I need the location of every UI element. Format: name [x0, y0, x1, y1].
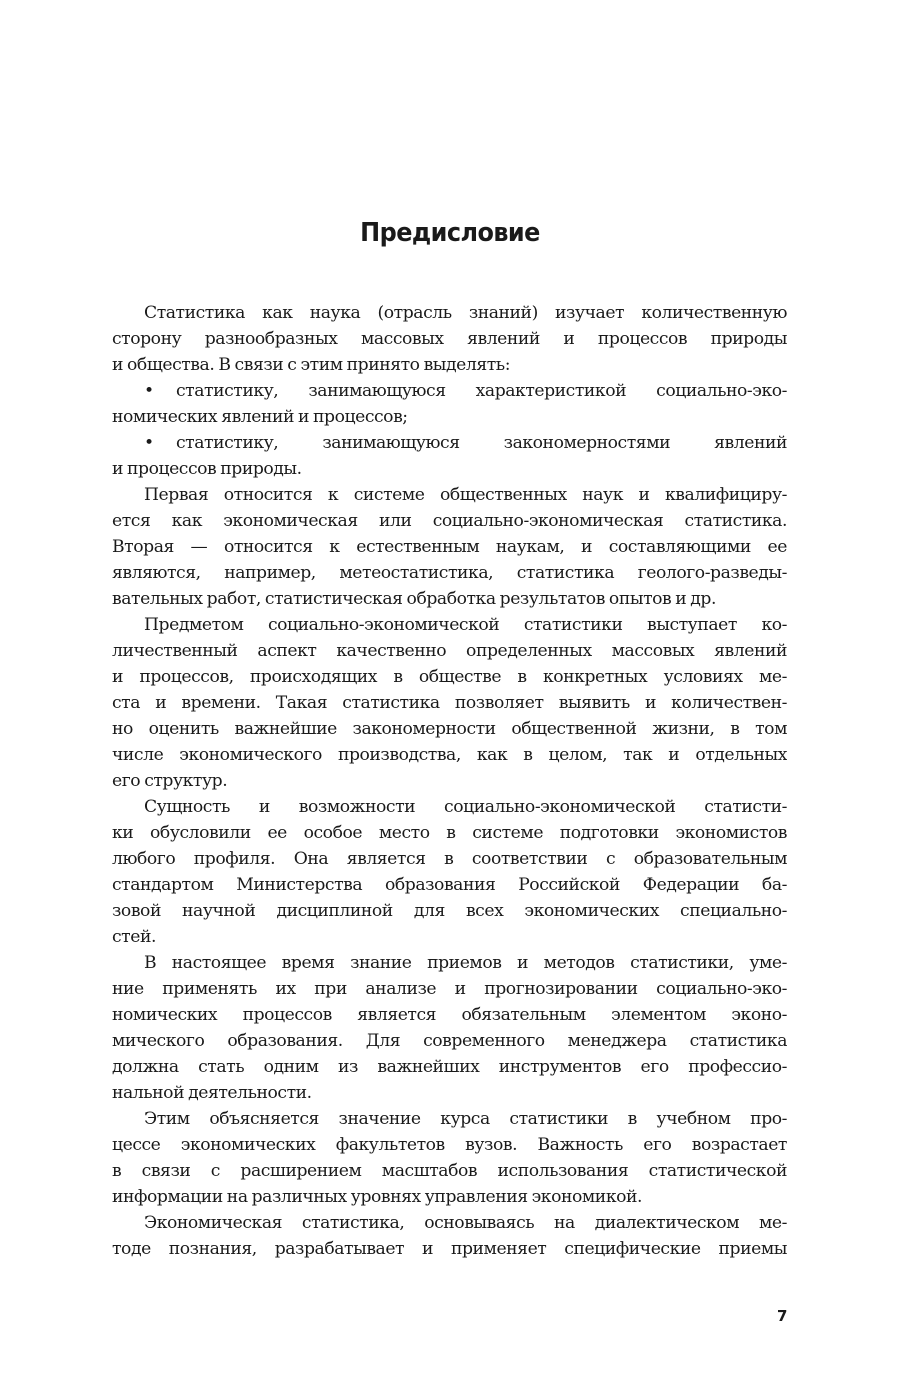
bullet-item	[112, 378, 787, 404]
text-line: Предметом социально-экономической статистики выступает ко-	[144, 615, 787, 635]
bullet-text: статистику, занимающуюся закономерностями явлений	[176, 433, 787, 453]
text-line: вательных работ, статистическая обработка результатов опытов и др.	[112, 589, 716, 609]
text-line: и общества. В связи с этим принято выделять:	[112, 355, 511, 375]
text-line: но оценить важнейшие закономерности общественной жизни, в том	[112, 719, 787, 739]
text-line: Экономическая статистика, основываясь на диалектическом ме-	[144, 1213, 787, 1233]
text-line: ние применять их при анализе и прогнозировании социально-эко-	[112, 979, 787, 999]
text-line: сторону разнообразных массовых явлений и процессов природы	[112, 329, 787, 349]
text-line: любого профиля. Она является в соответствии с образовательным	[112, 849, 787, 869]
chapter-title: Предисловие	[360, 218, 540, 248]
text-line: ста и времени. Такая статистика позволяет выявить и количествен-	[112, 693, 787, 713]
bullet-text: статистику, занимающуюся характеристикой социально-эко-	[176, 381, 787, 401]
text-line: тоде познания, разрабатывает и применяет специфические приемы	[112, 1239, 787, 1259]
text-line: Сущность и возможности социально-экономической статисти-	[144, 797, 787, 817]
text-line: номических явлений и процессов;	[112, 407, 408, 427]
text-line: ется как экономическая или социально-экономическая статистика.	[112, 511, 787, 531]
text-line: В настоящее время знание приемов и методов статистики, уме-	[144, 953, 787, 973]
text-line: нальной деятельности.	[112, 1083, 312, 1103]
text-line: Статистика как наука (отрасль знаний) изучает количественную	[144, 303, 787, 323]
bullet-item	[112, 430, 787, 456]
text-line: его структур.	[112, 771, 228, 791]
text-line: должна стать одним из важнейших инструментов его профессио-	[112, 1057, 787, 1077]
text-line: личественный аспект качественно определенных массовых явлений	[112, 641, 787, 661]
text-line: числе экономического производства, как в целом, так и отдельных	[112, 745, 787, 765]
text-line: информации на различных уровнях управления экономикой.	[112, 1187, 643, 1207]
text-line: зовой научной дисциплиной для всех экономических специально-	[112, 901, 787, 921]
text-line: Этим объясняется значение курса статистики в учебном про-	[144, 1109, 787, 1129]
text-line: цессе экономических факультетов вузов. Важность его возрастает	[112, 1135, 787, 1155]
text-line: стей.	[112, 927, 156, 947]
bullet-marker: •	[144, 433, 154, 453]
page-number: 7	[777, 1307, 788, 1325]
text-line: в связи с расширением масштабов использования статистической	[112, 1161, 787, 1181]
text-line: Первая относится к системе общественных наук и квалифициру-	[144, 485, 787, 505]
text-line: Вторая — относится к естественным наукам, и составляющими ее	[112, 537, 787, 557]
text-line: стандартом Министерства образования Российской Федерации ба-	[112, 875, 787, 895]
text-line: и процессов, происходящих в обществе в конкретных условиях ме-	[112, 667, 787, 687]
preface-body	[112, 300, 787, 1262]
text-line: номических процессов является обязательным элементом эконо-	[112, 1005, 787, 1025]
text-line: мического образования. Для современного менеджера статистика	[112, 1031, 787, 1051]
bullet-marker: •	[144, 381, 154, 401]
text-line: являются, например, метеостатистика, статистика геолого-разведы-	[112, 563, 787, 583]
text-line: и процессов природы.	[112, 459, 302, 479]
text-line: ки обусловили ее особое место в системе подготовки экономистов	[112, 823, 787, 843]
